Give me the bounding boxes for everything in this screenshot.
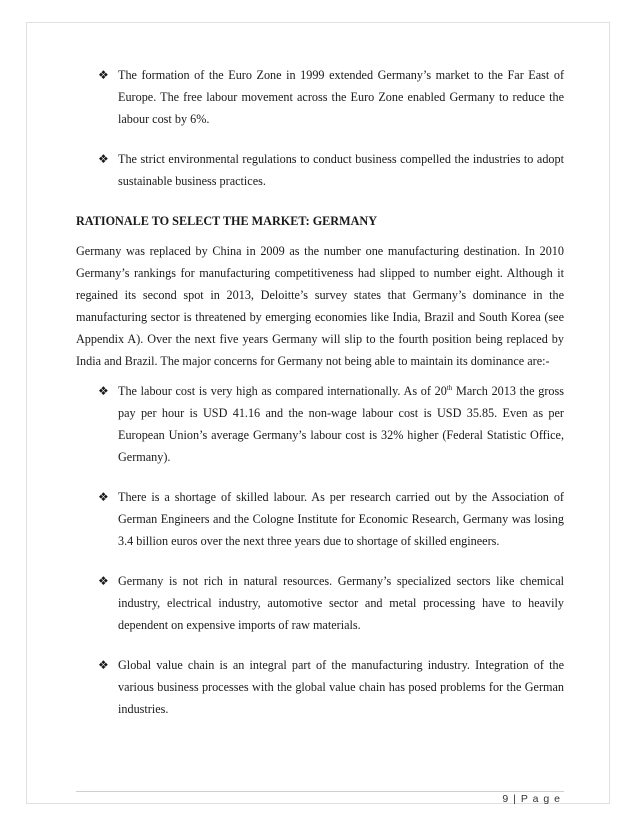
section-heading: RATIONALE TO SELECT THE MARKET: GERMANY [76,214,378,228]
bullet-text-part: March 2013 the gross pay per hour is USD 41.16 and the non-wage labour cost is USD 35.85. Even as per European Union’s average Germany’s labour cost is 32% higher (Federal Statistic Office, Germany). [118,384,565,464]
bullet-list-concerns [76,380,564,720]
diamond-bullet-icon: ❖ [98,68,109,82]
ordinal-superscript: th [446,383,453,392]
list-item [96,654,564,720]
page-footer [502,793,561,805]
diamond-bullet-icon: ❖ [98,384,109,398]
body-paragraph: Germany was replaced by China in 2009 as the number one manufacturing destination. In 2010 Germany’s rankings for manufacturing competitiveness had slipped to number eight. Although it regained its second spot in 2013, Deloitte’s survey states that Germany’s dominance in the manufacturing sector is threatened by emerging economies like India, Brazil and South Korea (see Appendix A). Over the next five years Germany will slip to the fourth position being replaced by India and Brazil. The major concerns for Germany not being able to maintain its dominance are:- [76,244,564,368]
bullet-list-top [76,64,564,192]
diamond-bullet-icon: ❖ [98,574,109,588]
footer-separator: | [513,793,517,805]
diamond-bullet-icon: ❖ [98,490,109,504]
page-label: P a g e [520,793,561,805]
footer-rule [76,791,564,792]
bullet-text: There is a shortage of skilled labour. As per research carried out by the Association of German Engineers and the Cologne Institute for Economic Research, Germany was losing 3.4 billion euros over the next three years due to shortage of skilled engineers. [118,490,564,548]
page-number: 9 [502,793,510,805]
bullet-text: Germany is not rich in natural resources. Germany’s specialized sectors like chemical industry, electrical industry, automotive sector and metal processing have to heavily dependent on expensive imports of raw materials. [118,574,564,632]
list-item [96,570,564,636]
list-item [96,148,564,192]
list-item [96,380,564,468]
list-item [96,486,564,552]
diamond-bullet-icon: ❖ [98,152,109,166]
diamond-bullet-icon: ❖ [98,658,109,672]
bullet-text-part: The labour cost is very high as compared internationally. As of 20 [118,384,447,398]
document-body [76,64,564,738]
bullet-text: Global value chain is an integral part of the manufacturing industry. Integration of the various business processes with the global value chain has posed problems for the German industries. [118,658,564,716]
bullet-text: The strict environmental regulations to conduct business compelled the industries to adopt sustainable business practices. [118,152,564,188]
list-item [96,64,564,130]
bullet-text: The formation of the Euro Zone in 1999 extended Germany’s market to the Far East of Europe. The free labour movement across the Euro Zone enabled Germany to reduce the labour cost by 6%. [118,68,564,126]
